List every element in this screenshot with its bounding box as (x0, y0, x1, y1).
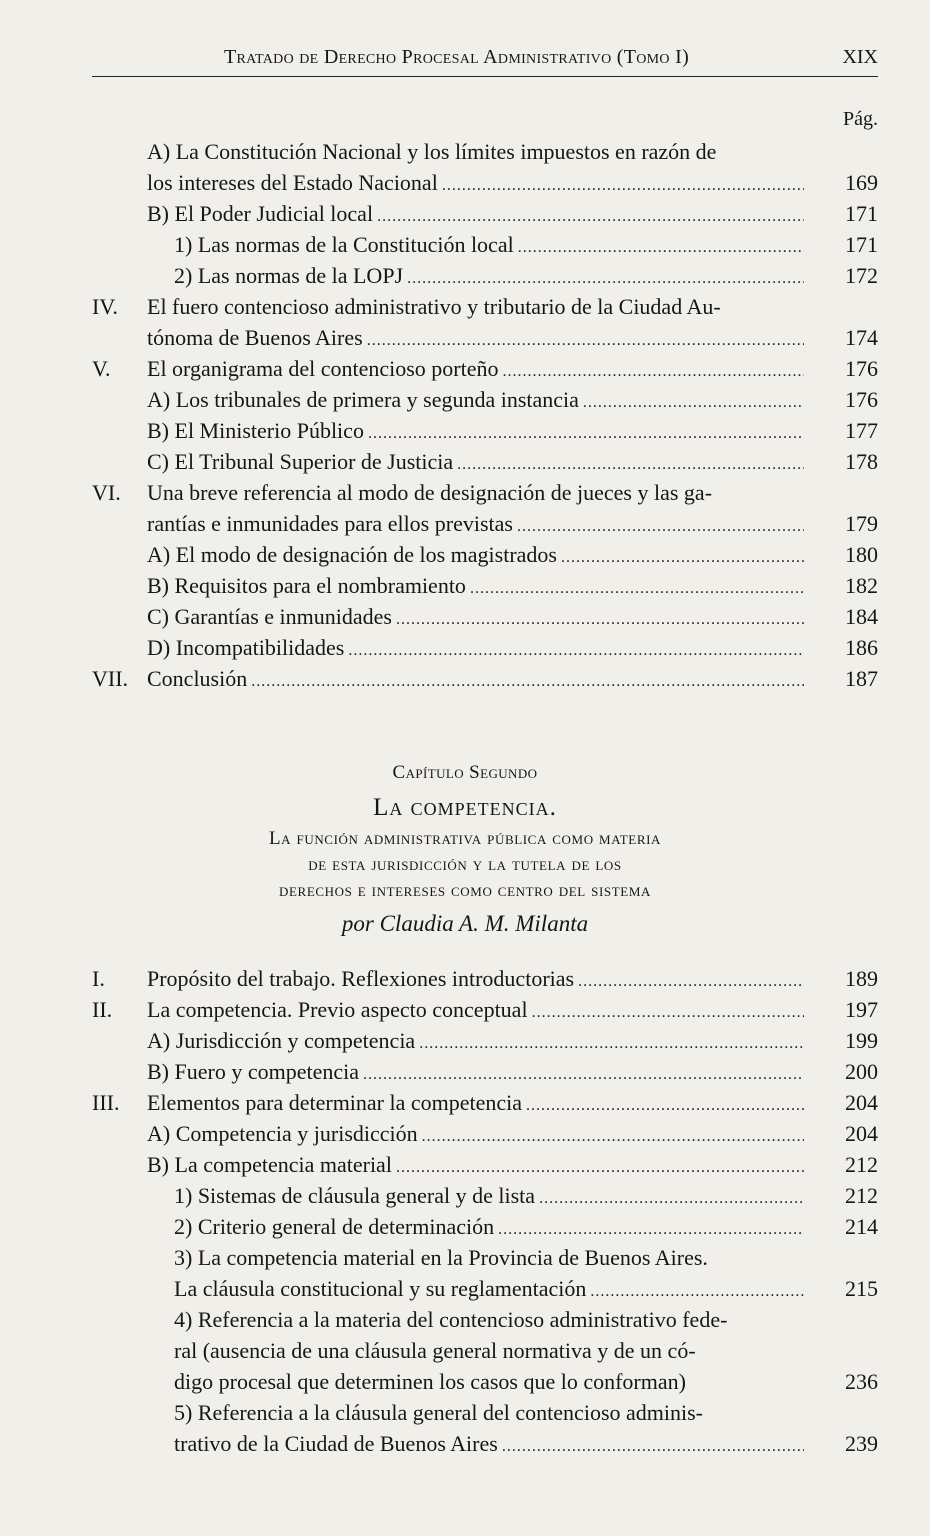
toc-entry-lastline (147, 995, 808, 1025)
toc-entry-lastline (174, 1212, 808, 1242)
toc-entry-page: 177 (845, 418, 878, 443)
toc-entry (0, 540, 930, 571)
toc-entry-text: B) Fuero y competencia (147, 1059, 359, 1084)
dot-leader (539, 1184, 804, 1214)
toc-entry-page: 171 (845, 232, 878, 257)
toc-entry-page: 178 (845, 449, 878, 474)
dot-leader (517, 512, 804, 542)
toc-entry-lastline (147, 664, 808, 694)
toc-entry-text: los intereses del Estado Nacional (147, 170, 438, 195)
chapter-title: La competencia. (373, 794, 557, 821)
toc-entry-lastline (174, 1367, 808, 1397)
toc-entry (0, 1398, 930, 1460)
chapter-heading (0, 758, 930, 942)
toc-entry (0, 261, 930, 292)
toc-entry-text: 4) Referencia a la materia del contencioso administrativo fede- (174, 1307, 728, 1332)
toc-entry-text: D) Incompatibilidades (147, 635, 345, 660)
toc-entry-text: B) Requisitos para el nombramiento (147, 573, 466, 598)
toc-entry-text: 1) Sistemas de cláusula general y de lista (174, 1183, 536, 1208)
chapter-subtitle-1: La función administrativa pública como materia (268, 828, 662, 849)
dot-leader (590, 1277, 804, 1307)
toc-entry-lastline (147, 354, 808, 384)
toc-entry-page: 236 (845, 1369, 878, 1394)
chapter-label: Capítulo Segundo (392, 762, 538, 783)
toc-entry (0, 995, 930, 1026)
toc-entry (0, 1212, 930, 1243)
dot-leader (498, 1215, 804, 1245)
toc-entry (0, 230, 930, 261)
book-title: Tratado de Derecho Procesal Administrativo (Tomo I) (224, 46, 690, 68)
toc-entry (0, 416, 930, 447)
toc-entry-text: Conclusión (147, 666, 248, 691)
dot-leader (502, 357, 804, 387)
toc-entry-page: 176 (845, 387, 878, 412)
toc-entry-page: 239 (845, 1431, 878, 1456)
toc-entry-lastline (147, 964, 808, 994)
toc-entry-text: A) Jurisdicción y competencia (147, 1028, 416, 1053)
dot-leader (583, 388, 804, 418)
dot-leader (368, 419, 804, 449)
toc-entry-page: 174 (845, 325, 878, 350)
toc-entry-text: La cláusula constitucional y su reglamentación (174, 1276, 587, 1301)
toc-entry-text: La competencia. Previo aspecto conceptual (147, 997, 528, 1022)
toc-entry-page: 176 (845, 356, 878, 381)
dot-leader (407, 264, 804, 294)
toc-entry-text: A) Los tribunales de primera y segunda instancia (147, 387, 579, 412)
toc-entry-text: El fuero contencioso administrativo y tributario de la Ciudad Au- (147, 294, 721, 319)
toc-entry-page: 189 (845, 966, 878, 991)
toc-entry-page: 212 (845, 1152, 878, 1177)
toc-entry (0, 199, 930, 230)
toc-entry (0, 1150, 930, 1181)
dot-leader (526, 1091, 804, 1121)
toc-entry (0, 385, 930, 416)
toc-entry-lastline (174, 261, 808, 291)
toc-entry (0, 664, 930, 695)
dot-leader (532, 998, 804, 1028)
dot-leader (561, 543, 804, 573)
toc-entry-page: 212 (845, 1183, 878, 1208)
toc-entry-text: El organigrama del contencioso porteño (147, 356, 499, 381)
dot-leader (442, 171, 804, 201)
toc-entry-page: 169 (845, 170, 878, 195)
toc-entry (0, 1119, 930, 1150)
toc-entry (0, 1088, 930, 1119)
toc-entry-text: tónoma de Buenos Aires (147, 325, 363, 350)
toc-entry-text: 3) La competencia material en la Provincia de Buenos Aires. (174, 1245, 708, 1270)
dot-leader (363, 1060, 804, 1090)
toc-entry-number: VII. (92, 666, 129, 691)
dot-leader (457, 450, 804, 480)
toc-entry-text: digo procesal que determinen los casos que lo conforman) (174, 1369, 686, 1394)
toc-entry-text: A) La Constitución Nacional y los límites impuestos en razón de (147, 139, 717, 164)
running-header (92, 46, 878, 77)
toc-entry-text: 2) Las normas de la LOPJ (174, 263, 404, 288)
toc-entry-lastline (147, 323, 808, 353)
toc-entry-page: 199 (845, 1028, 878, 1053)
toc-entry-page: 184 (845, 604, 878, 629)
toc-entry-page: 182 (845, 573, 878, 598)
toc-entry-text: Elementos para determinar la competencia (147, 1090, 523, 1115)
toc-entry-text: 5) Referencia a la cláusula general del contencioso adminis- (174, 1400, 703, 1425)
toc-entry (0, 447, 930, 478)
toc-entry-page: 172 (845, 263, 878, 288)
toc-entry-lastline (147, 168, 808, 198)
toc-entry (0, 292, 930, 354)
toc-entry-lastline (147, 385, 808, 415)
page-column-label: Pág. (843, 108, 878, 130)
toc-entry (0, 137, 930, 199)
toc-entry-text: rantías e inmunidades para ellos previstas (147, 511, 513, 536)
toc-entry-text: Una breve referencia al modo de designación de jueces y las ga- (147, 480, 713, 505)
dot-leader (348, 636, 804, 666)
toc-entry-page: 186 (845, 635, 878, 660)
toc-entry-number: IV. (92, 294, 118, 319)
toc-entry-text: C) Garantías e inmunidades (147, 604, 392, 629)
toc-entry-page: 180 (845, 542, 878, 567)
toc-entry-lastline (147, 509, 808, 539)
toc-entry-lastline (147, 540, 808, 570)
dot-leader (470, 574, 804, 604)
dot-leader (367, 326, 804, 356)
toc-entry-lastline (147, 1119, 808, 1149)
toc-entry-text: B) El Ministerio Público (147, 418, 364, 443)
toc-entry-text: ral (ausencia de una cláusula general normativa y de un có- (174, 1338, 696, 1363)
toc-entry-page: 214 (845, 1214, 878, 1239)
toc-entry-page: 171 (845, 201, 878, 226)
toc-entry (0, 1305, 930, 1398)
toc-entry-lastline (174, 230, 808, 260)
toc-entry-text: A) El modo de designación de los magistrados (147, 542, 557, 567)
toc-entry-number: III. (92, 1090, 120, 1115)
toc-entry-page: 204 (845, 1121, 878, 1146)
toc-entry (0, 1243, 930, 1305)
toc-entry-lastline (147, 1026, 808, 1056)
toc-entry (0, 571, 930, 602)
chapter-author: por Claudia A. M. Milanta (341, 911, 589, 936)
toc-entry-text: Propósito del trabajo. Reflexiones introductorias (147, 966, 575, 991)
toc-entry (0, 964, 930, 995)
toc-entry-number: V. (92, 356, 111, 381)
toc-entry-lastline (147, 633, 808, 663)
toc-entry-text: 1) Las normas de la Constitución local (174, 232, 514, 257)
chapter-subtitle-2: de esta jurisdicción y la tutela de los (308, 854, 622, 875)
toc-entry-lastline (147, 416, 808, 446)
toc-entry-text: A) Competencia y jurisdicción (147, 1121, 418, 1146)
toc-entry-lastline (147, 571, 808, 601)
toc-entry-lastline (174, 1274, 808, 1304)
dot-leader (422, 1122, 804, 1152)
toc-entry-page: 200 (845, 1059, 878, 1084)
dot-leader (419, 1029, 804, 1059)
dot-leader (578, 967, 804, 997)
toc-entry (0, 1057, 930, 1088)
toc-entry-number: VI. (92, 480, 121, 505)
dot-leader (396, 605, 804, 635)
toc-entry-number: I. (92, 966, 105, 991)
toc-entry-lastline (147, 1150, 808, 1180)
toc-entry-lastline (147, 447, 808, 477)
toc-entry (0, 1181, 930, 1212)
page-number-roman: XIX (842, 46, 878, 68)
toc-entry-lastline (147, 1088, 808, 1118)
toc-entry-text: B) El Poder Judicial local (147, 201, 374, 226)
dot-leader (251, 667, 804, 697)
toc-entry-page: 215 (845, 1276, 878, 1301)
dot-leader (396, 1153, 804, 1183)
toc-entry-text: B) La competencia material (147, 1152, 392, 1177)
toc-entry-text: trativo de la Ciudad de Buenos Aires (174, 1431, 498, 1456)
toc-entry (0, 633, 930, 664)
toc-entry (0, 478, 930, 540)
toc-entry (0, 354, 930, 385)
toc-entry-page: 187 (845, 666, 878, 691)
dot-leader (518, 233, 804, 263)
toc-entry-lastline (147, 602, 808, 632)
toc-entry-page: 204 (845, 1090, 878, 1115)
toc-entry-lastline (174, 1429, 808, 1459)
toc-entry (0, 602, 930, 633)
toc-entry-lastline (174, 1181, 808, 1211)
chapter-subtitle-3: derechos e intereses como centro del sistema (279, 880, 651, 901)
toc-entry-lastline (147, 1057, 808, 1087)
toc-entry-page: 197 (845, 997, 878, 1022)
toc-entry-text: 2) Criterio general de determinación (174, 1214, 495, 1239)
toc-entry (0, 1026, 930, 1057)
dot-leader (377, 202, 804, 232)
toc-entry-lastline (147, 199, 808, 229)
toc-entry-page: 179 (845, 511, 878, 536)
toc-entry-text: C) El Tribunal Superior de Justicia (147, 449, 454, 474)
dot-leader (502, 1432, 804, 1462)
toc-entry-number: II. (92, 997, 113, 1022)
